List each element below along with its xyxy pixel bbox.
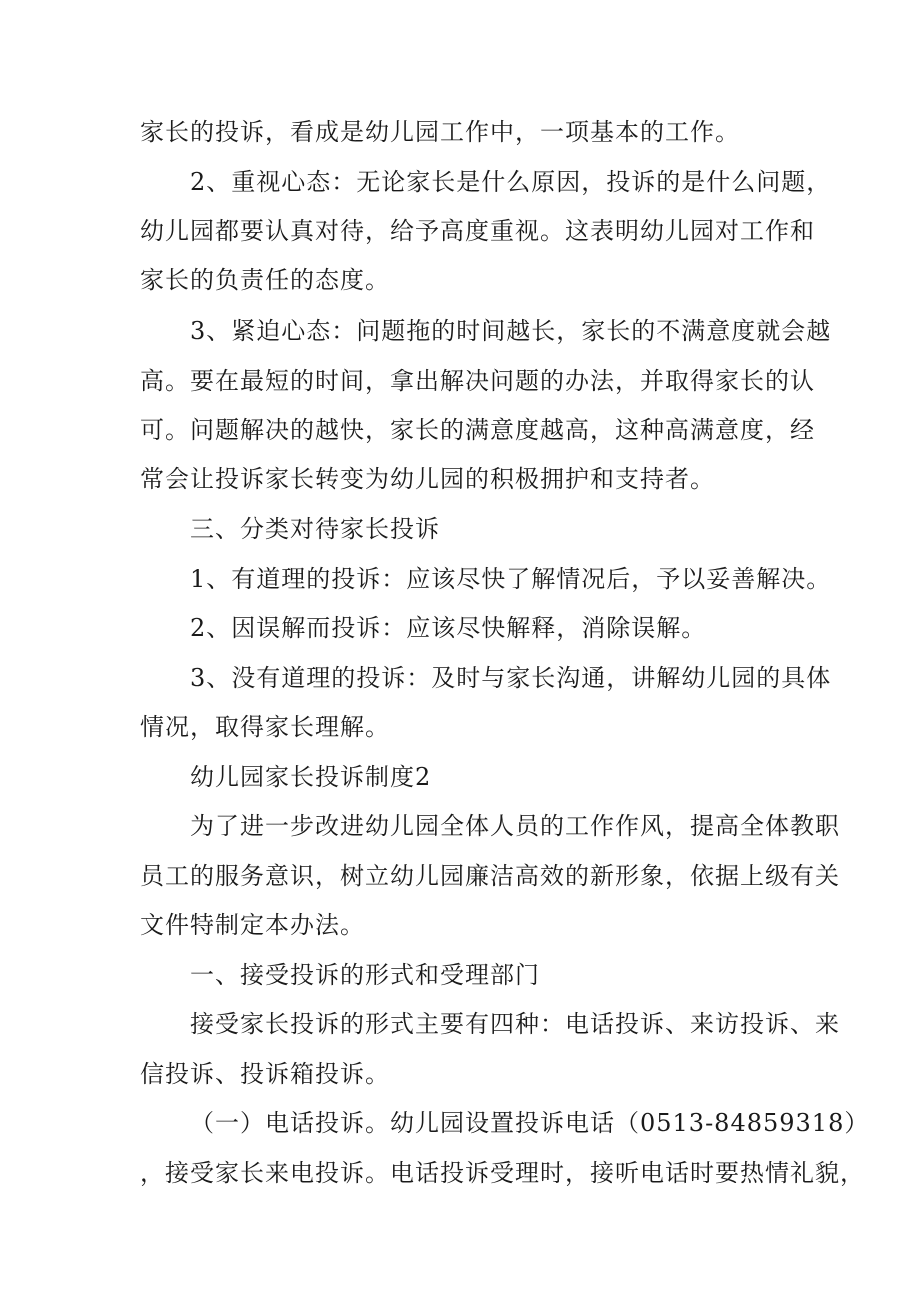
text-line-7: 可。问题解决的越快，家长的满意度越高，这种高满意度，经: [140, 416, 815, 444]
text-line-11: 2、因误解而投诉：应该尽快解释，消除误解。: [190, 614, 707, 642]
text-line-6: 高。要在最短的时间，拿出解决问题的办法，并取得家长的认: [140, 367, 815, 395]
text-line-19: 接受家长投诉的形式主要有四种：电话投诉、来访投诉、来: [190, 1010, 840, 1038]
text-line-13: 情况，取得家长理解。: [140, 713, 390, 741]
text-line-22: ，接受家长来电投诉。电话投诉受理时，接听电话时要热情礼貌，: [140, 1159, 865, 1187]
text-line-17: 文件特制定本办法。: [140, 911, 365, 939]
subsection-title: 幼儿园家长投诉制度2: [190, 763, 432, 791]
section-heading: 三、分类对待家长投诉: [190, 515, 440, 543]
text-line-10: 1、有道理的投诉：应该尽快了解情况后，予以妥善解决。: [190, 565, 832, 593]
text-line-15: 为了进一步改进幼儿园全体人员的工作作风，提高全体教职: [190, 812, 840, 840]
text-line-21: （一）电话投诉。幼儿园设置投诉电话（0513-84859318）: [190, 1109, 870, 1137]
text-line-3: 幼儿园都要认真对待，给予高度重视。这表明幼儿园对工作和: [140, 217, 815, 245]
text-line-12: 3、没有道理的投诉：及时与家长沟通，讲解幼儿园的具体: [190, 664, 832, 692]
text-line-8: 常会让投诉家长转变为幼儿园的积极拥护和支持者。: [140, 465, 715, 493]
text-line-20: 信投诉、投诉箱投诉。: [140, 1060, 390, 1088]
text-line-16: 员工的服务意识，树立幼儿园廉洁高效的新形象，依据上级有关: [140, 862, 840, 890]
text-line-2: 2、重视心态：无论家长是什么原因，投诉的是什么问题，: [190, 168, 832, 196]
section-heading-2: 一、接受投诉的形式和受理部门: [190, 961, 540, 989]
text-line-5: 3、紧迫心态：问题拖的时间越长，家长的不满意度就会越: [190, 317, 832, 345]
text-line-1: 家长的投诉，看成是幼儿园工作中，一项基本的工作。: [140, 118, 740, 146]
text-line-4: 家长的负责任的态度。: [140, 266, 390, 294]
